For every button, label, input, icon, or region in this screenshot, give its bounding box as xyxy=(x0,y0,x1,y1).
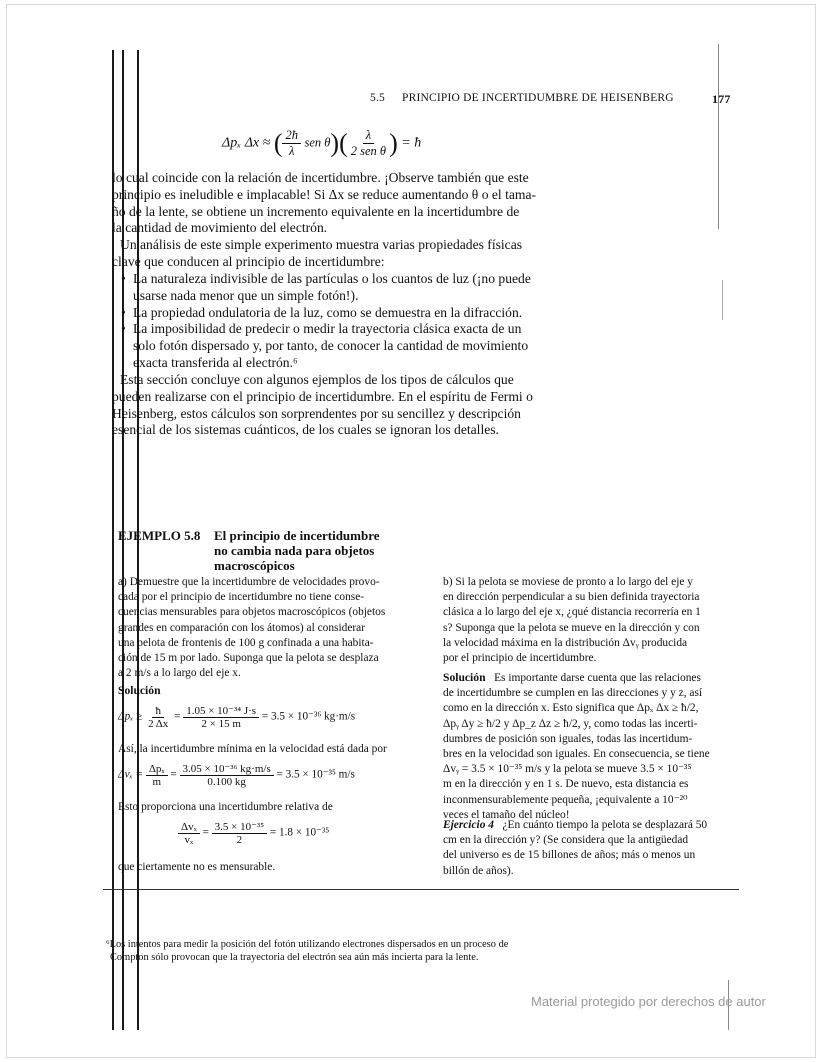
text-end: que ciertamente no es mensurable. xyxy=(118,861,276,873)
exercise-4: Ejercicio 4 ¿En cuánto tiempo la pelota se desplazará 50 cm en la dirección y? (Se considera que la antigüedad del universo es de 15 billones de años; más o menos un billón de años). xyxy=(443,819,708,877)
paragraph-2: Un análisis de este simple experimento muestra varias propiedades físicas clave que conducen al principio de incertidumbre: xyxy=(112,237,523,269)
bullet-item: • La naturaleza indivisible de las partículas o los cuantos de luz (¡no puede usarse nada menor que un simple fotón!). xyxy=(121,271,531,303)
text-velocity: Así, la incertidumbre mínima en la velocidad está dada por xyxy=(118,743,387,755)
bullet-item: • La propiedad ondulatoria de la luz, como se demuestra en la difracción. xyxy=(121,304,523,320)
bullet-list xyxy=(121,271,553,372)
paragraph-1: lo cual coincide con la relación de incertidumbre. ¡Observe también que este principio es ineludible e implacable! Si Δx se reduce aumentando θ o el tama- ño de la lente, se obtiene un incremento equivalente en la incertidumbre de la cantidad de movimiento del electrón. xyxy=(112,170,537,236)
scan-line-5 xyxy=(722,280,723,320)
example-part-b: b) Si la pelota se moviese de pronto a lo largo del eje y en dirección perpendicular a su bien definida trayectoria clásica a lo largo del eje x, ¿qué distancia recorrería en 1 s? Suponga que la pelota se mueve en la dirección y con la velocidad máxima en la distribución Δvᵧ producida por el principio de incertidumbre. xyxy=(443,576,701,665)
equation-top: Δpₓ Δx ≈ ( $\frac{2ħ}{\lambda}$ sen θ)( λ 2 sen θ ) = ħ xyxy=(222,128,422,158)
equation-relative: $\frac{\text{Δvₓ}}{\text{vₓ}}$ = $\frac{\text{3.5 × 10⁻³⁵}}{2}$ = 1.8 × 10⁻³⁵ xyxy=(178,820,418,846)
example-title: El principio de incertidumbre no cambia nada para objetos macroscópicos xyxy=(214,528,380,573)
header-title: PRINCIPIO DE INCERTIDUMBRE DE HEISENBERG xyxy=(402,92,674,104)
equation-momentum: Δpₓ ≥ $\frac{ħ}{2 \Delta x}$ = $\frac{\text{1.05 × 10⁻³⁴ J·s}}{2 \times 15 m}$ = 3.5 × 10⁻³⁶ kg·m/s xyxy=(118,704,356,730)
paragraph-3: Esta sección concluye con algunos ejemplos de los tipos de cálculos que pueden realizarse con el principio de incertidumbre. En el espíritu de Fermi o Heisenberg, estos cálculos son sorprendentes por su sencillez y descripción esencial de los sistemas cuánticos, de los cuales se ignoran los detalles. xyxy=(112,372,533,438)
page-number: 177 xyxy=(712,92,731,106)
example-bottom-rule xyxy=(103,889,739,890)
header-section: 5.5 xyxy=(370,92,385,104)
copyright-watermark: Material protegido por derechos de autor xyxy=(531,994,766,1009)
example-part-a: a) Demuestre que la incertidumbre de velocidades provo- cada por el principio de incertidumbre no tiene conse- cuencias mensurables para objetos macroscópicos (objetos grandes en comparación con los átomos) al considerar una pelota de frontenis de 100 g confinada a una habita- ción de 15 m por lado. Suponga que la pelota se desplaza a 2 m/s a lo largo del eje x. xyxy=(118,576,386,680)
solution-b: Solución Es importante darse cuenta que las relaciones de incertidumbre se cumplen en las direcciones y y z, así como en la dirección x. Esto significa que Δpₓ Δx ≥ ħ/2, Δpᵧ Δy ≥ ħ/2 y Δp_z Δz ≥ ħ/2, y, como todas las incerti- dumbres de posición son iguales, todas las incertidum- bres en la velocidad son iguales. En consecuencia, se tiene Δvᵧ = 3.5 × 10⁻³⁵ m/s y la pelota se mueve 3.5 × 10⁻³⁵ m en la dirección y en 1 s. De nuevo, esta distancia es inconmensurablemente pequeña, ¡equivalente a 10⁻²⁰ veces el tamaño del núcleo! xyxy=(443,671,710,821)
bullet-item: • La imposibilidad de predecir o medir la trayectoria clásica exacta de un solo fotón dispersado y, por tanto, de conocer la cantidad de movimiento exacta transferida al electrón.⁶ xyxy=(121,321,529,370)
scan-line-4 xyxy=(718,44,719,229)
text-relative: Esto proporciona una incertidumbre relativa de xyxy=(118,801,333,813)
solution-label-a: Solución xyxy=(118,684,161,697)
footnote: ⁶Los intentos para medir la posición del fotón utilizando electrones dispersados en un proceso de Compton sólo provocan que la trayectoria del electrón sea aún más incierta para la lente. xyxy=(106,939,509,963)
equation-velocity: Δvₓ = $\frac{\text{Δpₓ}}{m}$ = $\frac{\text{3.05 × 10⁻³⁶ kg·m/s}}{0.100 kg}$ = 3.5 × 10⁻³⁵ m/s xyxy=(118,762,355,788)
example-label: EJEMPLO 5.8 xyxy=(118,528,201,543)
